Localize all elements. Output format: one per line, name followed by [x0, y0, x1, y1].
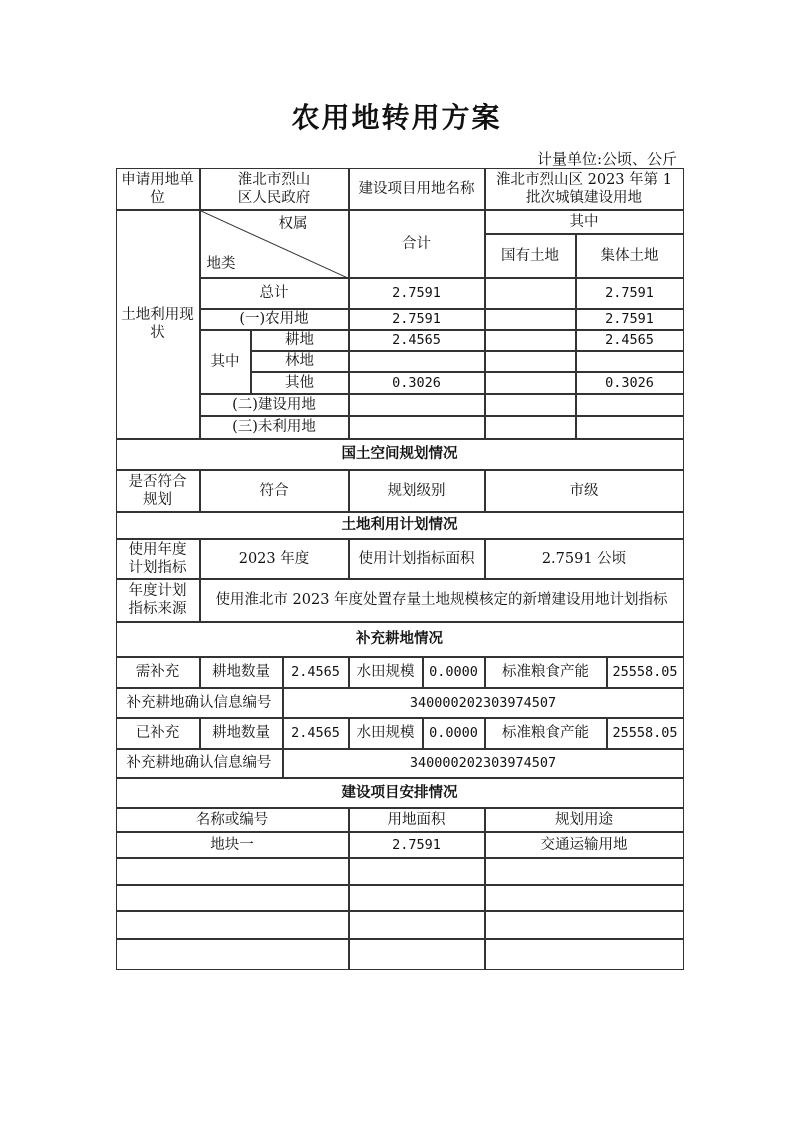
row-label-agri: (一)农用地: [200, 309, 349, 330]
row-label-arable: 耕地: [251, 330, 349, 351]
arrangement-row-use: [485, 858, 684, 885]
col-area-header: 用地面积: [349, 808, 485, 832]
row-label-forest: 林地: [251, 351, 349, 372]
row-unused-total: [349, 416, 485, 439]
project-value: 淮北市烈山区 2023 年第 1 批次城镇建设用地: [485, 168, 684, 210]
done-arable-value: 2.4565: [283, 718, 349, 749]
row-agri-collective: 2.7591: [576, 309, 684, 330]
diag-bottom-label: 地类: [206, 255, 236, 272]
row-unused-state: [485, 416, 576, 439]
arrangement-row-area: 2.7591: [349, 832, 485, 858]
done-grain-label: 标准粮食产能: [485, 718, 607, 749]
row-unused-collective: [576, 416, 684, 439]
state-land-header: 国有土地: [485, 234, 576, 278]
row-total-collective: 2.7591: [576, 278, 684, 309]
row-forest-total: [349, 351, 485, 372]
plan-level-label: 规划级别: [349, 470, 485, 512]
row-construction-state: [485, 394, 576, 416]
row-forest-collective: [576, 351, 684, 372]
diagonal-header-cell: [200, 210, 349, 278]
arrangement-row-use: 交通运输用地: [485, 832, 684, 858]
row-other-state: [485, 372, 576, 394]
arrangement-row-name: [116, 858, 349, 885]
need-label: 需补充: [116, 657, 200, 688]
need-paddy-value: 0.0000: [423, 657, 485, 688]
row-agri-state: [485, 309, 576, 330]
collective-land-header: 集体土地: [576, 234, 684, 278]
need-arable-label: 耕地数量: [200, 657, 283, 688]
need-paddy-label: 水田规模: [349, 657, 423, 688]
total-col-header: 合计: [349, 210, 485, 278]
page-title: 农用地转用方案: [291, 101, 502, 134]
index-area-value: 2.7591 公顷: [485, 539, 684, 579]
applicant-label: 申请用地单位: [116, 168, 200, 210]
need-arable-value: 2.4565: [283, 657, 349, 688]
conform-value: 符合: [200, 470, 349, 512]
arrangement-row-name: [116, 939, 349, 970]
among-col-header: 其中: [485, 210, 684, 234]
done-code-label: 补充耕地确认信息编号: [116, 749, 283, 778]
year-index-value: 2023 年度: [200, 539, 349, 579]
row-other-collective: 0.3026: [576, 372, 684, 394]
index-area-label: 使用计划指标面积: [349, 539, 485, 579]
done-code-value: 340000202303974507: [283, 749, 684, 778]
row-label-unused: (三)未利用地: [200, 416, 349, 439]
row-agri-total: 2.7591: [349, 309, 485, 330]
need-code-label: 补充耕地确认信息编号: [116, 688, 283, 718]
spatial-heading: 国土空间规划情况: [116, 439, 684, 470]
land-status-label: 土地利用现状: [116, 210, 200, 439]
row-label-other: 其他: [251, 372, 349, 394]
project-label: 建设项目用地名称: [349, 168, 485, 210]
arrangement-row-name: [116, 885, 349, 911]
row-arable-total: 2.4565: [349, 330, 485, 351]
arrangement-row-use: [485, 939, 684, 970]
need-grain-label: 标准粮食产能: [485, 657, 607, 688]
need-grain-value: 25558.05: [607, 657, 684, 688]
arrangement-row-area: [349, 911, 485, 939]
index-source-value: 使用淮北市 2023 年度处置存量土地规模核定的新增建设用地计划指标: [200, 579, 684, 622]
done-arable-label: 耕地数量: [200, 718, 283, 749]
col-name-header: 名称或编号: [116, 808, 349, 832]
plan-level-value: 市级: [485, 470, 684, 512]
arrangement-row-area: [349, 939, 485, 970]
diag-top-label: 权属: [278, 215, 308, 232]
arrangement-row-area: [349, 885, 485, 911]
arrangement-heading: 建设项目安排情况: [116, 778, 684, 808]
conform-label: 是否符合规划: [116, 470, 200, 512]
arrangement-row-area: [349, 858, 485, 885]
plan-heading: 土地利用计划情况: [116, 512, 684, 539]
arrangement-row-name: 地块一: [116, 832, 349, 858]
row-construction-total: [349, 394, 485, 416]
done-paddy-label: 水田规模: [349, 718, 423, 749]
done-grain-value: 25558.05: [607, 718, 684, 749]
arrangement-row-use: [485, 885, 684, 911]
row-arable-state: [485, 330, 576, 351]
row-other-total: 0.3026: [349, 372, 485, 394]
row-forest-state: [485, 351, 576, 372]
arrangement-row-name: [116, 911, 349, 939]
row-total-state: [485, 278, 576, 309]
done-paddy-value: 0.0000: [423, 718, 485, 749]
applicant-value: 淮北市烈山区人民政府: [200, 168, 349, 210]
row-label-total: 总计: [200, 278, 349, 309]
row-total-total: 2.7591: [349, 278, 485, 309]
need-code-value: 340000202303974507: [283, 688, 684, 718]
index-source-label: 年度计划指标来源: [116, 579, 200, 622]
measurement-unit: 计量单位:公顷、公斤: [536, 150, 677, 168]
year-index-label: 使用年度计划指标: [116, 539, 200, 579]
among-row-label: 其中: [200, 330, 251, 394]
farmland-heading: 补充耕地情况: [116, 622, 684, 657]
arrangement-row-use: [485, 911, 684, 939]
done-label: 已补充: [116, 718, 200, 749]
row-label-construction: (二)建设用地: [200, 394, 349, 416]
row-construction-collective: [576, 394, 684, 416]
col-use-header: 规划用途: [485, 808, 684, 832]
row-arable-collective: 2.4565: [576, 330, 684, 351]
